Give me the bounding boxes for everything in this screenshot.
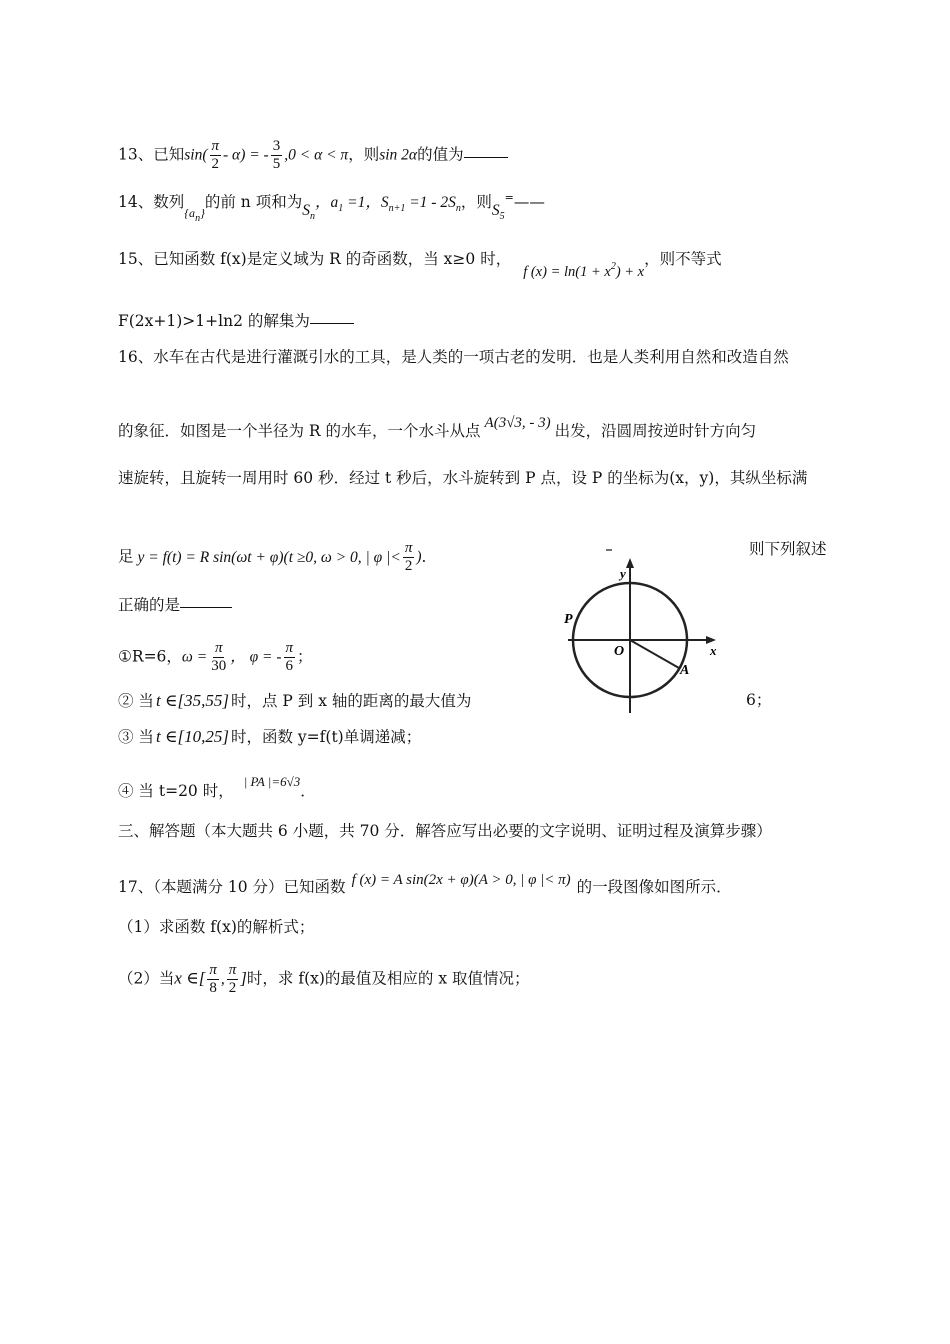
q16-option-2-tail: 6；: [746, 691, 772, 709]
q17-part-2: （2）当x ∈[ $\frac{\pi}{8}$ , $\frac{\pi}{2}$ ]时，求 f(x)的最值及相应的 x 取值情况；: [118, 962, 530, 996]
q16-option-4: ④ 当 t=20 时，$^{| PA |=6√3}$．: [118, 774, 316, 800]
answer-blank: [464, 156, 508, 158]
radius-oa: [630, 640, 679, 668]
q16-option-2: ② 当 t ∈[35,55] 时，点 P 到 x 轴的距离的最大值为: [118, 691, 472, 710]
point-p-label: P: [564, 612, 573, 627]
y-axis-label: y: [620, 566, 626, 581]
x-axis-label: x: [710, 643, 717, 658]
q15-line1: 15、已知函数 f(x)是定义域为 R 的奇函数，当 x≥0 时，f $(x) = \ln(1 + x^2) + x$，则不等式: [118, 250, 722, 280]
q16-line2: 的象征．如图是一个半径为 R 的水车，一个水斗从点 A(3√3, - 3) 出发，沿圆周按逆时针方向匀: [118, 415, 757, 440]
answer-blank: [310, 322, 354, 324]
q13-line: 13、已知sin( $\frac{\pi}{2}$ - α) = - $\frac{3}{5}$ ,0 < α < π，则sin 2α的值为: [118, 138, 508, 173]
q14-number: 14、: [118, 193, 154, 211]
point-a-coordinates: A(3√3, - 3): [484, 415, 551, 431]
fraction-pi-over-2: $\frac{\pi}{2}$: [211, 138, 220, 172]
q16-line3: 速旋转，且旋转一周用时 60 秒．经过 t 秒后，水斗旋转到 P 点，设 P 的坐标为(x，y)，其纵坐标满: [118, 469, 808, 487]
y-axis-arrow-icon: [626, 558, 634, 568]
q17-line: 17、（本题满分 10 分）已知函数 f (x) = A sin(2x + φ)(A > 0, | φ |< π) 的一段图像如图所示．: [118, 872, 732, 896]
q17-part-1: （1）求函数 f(x)的解析式；: [118, 918, 315, 936]
q16-line1: 16、水车在古代是进行灌溉引水的工具，是人类的一项古老的发明．也是人类利用自然和改造自然: [118, 348, 789, 366]
fraction-3-over-5: $\frac{3}{5}$: [272, 138, 281, 172]
q16-line4-tail: 则下列叙述: [749, 540, 827, 558]
q16-option-3: ③ 当 t ∈[10,25] 时，函数 y=f(t)单调递减；: [118, 727, 422, 746]
point-a-label: A: [680, 663, 690, 678]
answer-blank: [180, 606, 232, 608]
q16-line4: 足 y = f(t) = R sin(ωt + φ)(t ≥0, ω > 0, | φ |< $\frac{\pi}{2}$ )．: [118, 540, 438, 574]
section-3-heading: 三、解答题（本大题共 6 小题，共 70 分．解答应写出必要的文字说明、证明过程及演算步骤）: [118, 822, 772, 840]
q15-line2: F(2x+1)>1+ln2 的解集为: [118, 314, 354, 330]
q14-line: 14、数列$_{\{a_n\}}$的前 n 项和为$S_n$，$a_1 =1$，$S_{n+1} =1 - 2S_n$，则$S_5^=——$: [118, 191, 545, 224]
origin-label: O: [614, 644, 625, 659]
q13-number: 13、: [118, 145, 154, 164]
q16-line5: 正确的是: [118, 598, 232, 614]
q16-option-1: ①R=6，ω = $\frac{\pi}{30}$ ， φ = - $\frac{\pi}{6}$ ；: [118, 640, 313, 674]
water-wheel-figure: [562, 548, 722, 718]
